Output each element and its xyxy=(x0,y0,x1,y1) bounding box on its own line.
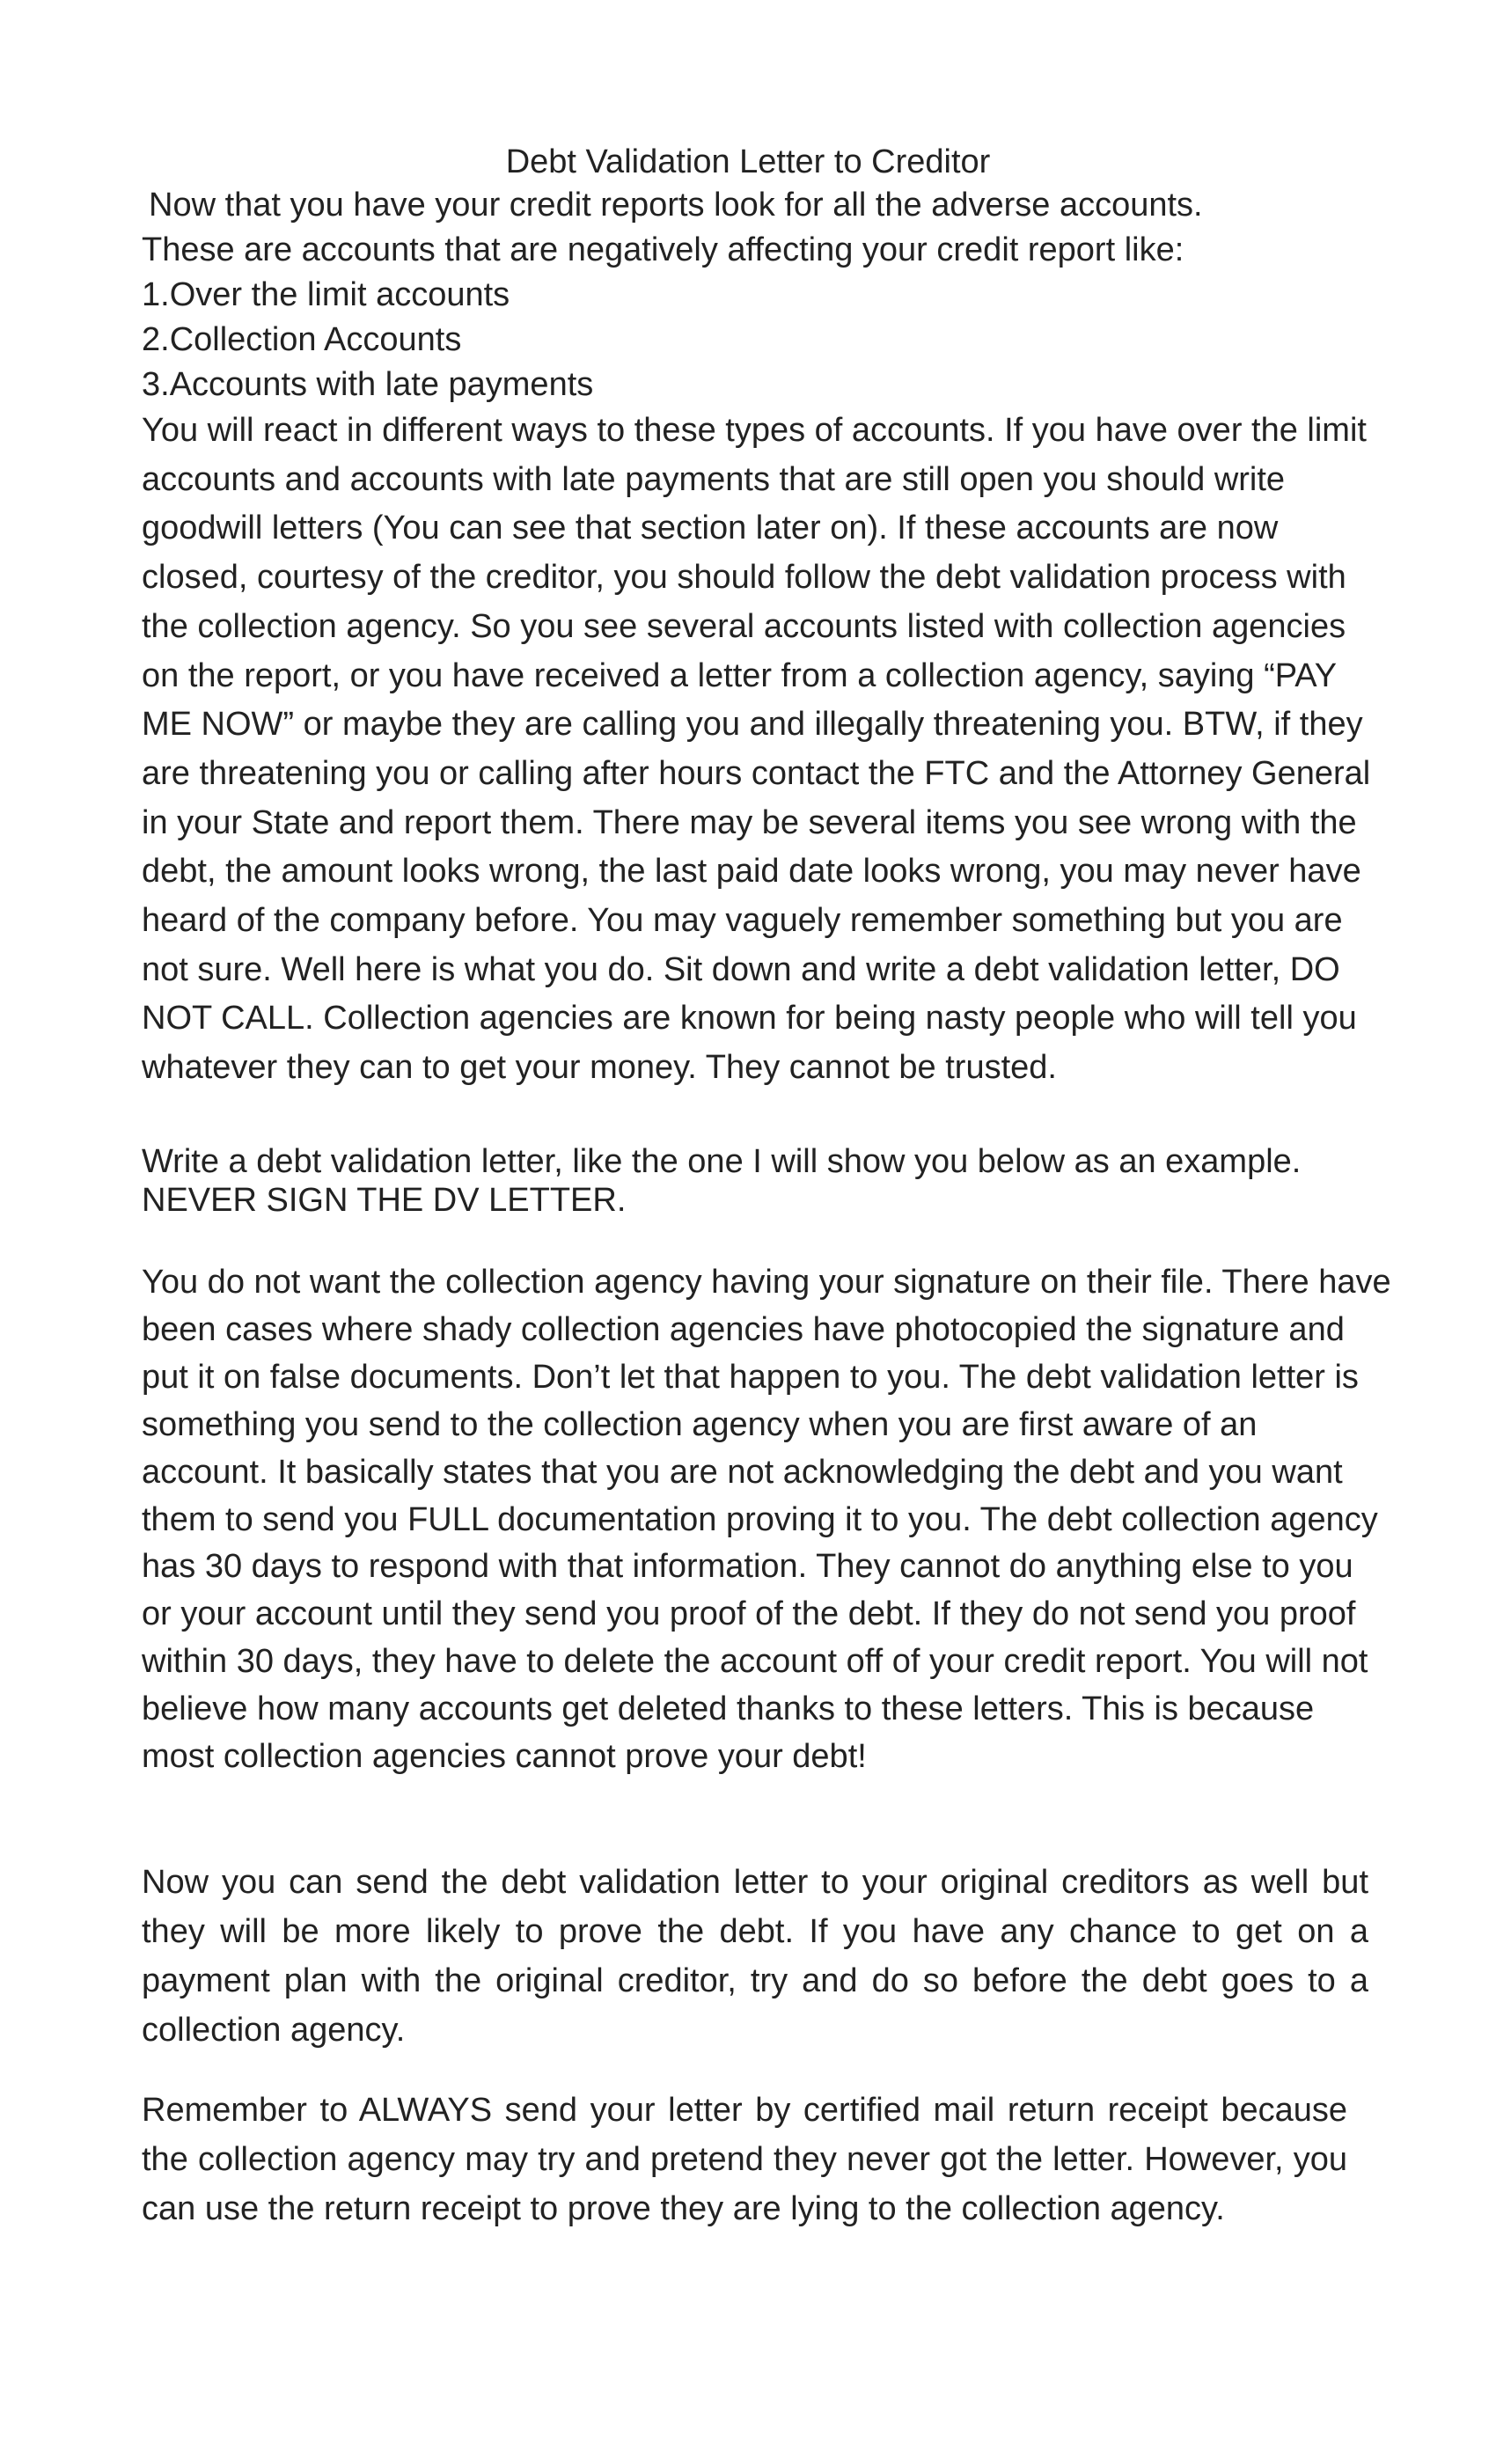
original-creditors-paragraph: Now you can send the debt validation letter to your original creditors as well but they will be more likely to prove the debt. If you have any chance to get on a payment plan with the original creditor, try and do so before the debt goes to a collection agency. xyxy=(142,1864,1368,2049)
certified-mail-paragraph: Remember to ALWAYS send your letter by certified mail return receipt because the collection agency may try and pretend they never got the letter. However, you can use the return receipt to prove they are lying to the collection agency. xyxy=(142,2092,1347,2227)
certified-mail-section xyxy=(142,2086,1347,2233)
list-item: 1.Over the limit accounts xyxy=(142,276,510,313)
never-sign-warning: NEVER SIGN THE DV LETTER. xyxy=(142,1182,627,1219)
intro-line: These are accounts that are negatively affecting your credit report like: xyxy=(142,231,1184,268)
list-item: 2.Collection Accounts xyxy=(142,321,462,358)
react-paragraph-section xyxy=(142,407,1374,1093)
page-title: Debt Validation Letter to Creditor xyxy=(505,143,991,180)
write-letter-section xyxy=(142,1142,1374,1220)
react-paragraph: You will react in different ways to these types of accounts. If you have over the limit accounts and accounts with late payments that are still open you should write goodwill letters (You can see that section later on). If these accounts are now closed, courtesy of the creditor, you should follow the debt validation process with the collection agency. So you see several accounts listed with collection agencies on the report, or you have received a letter from a collection agency, saying “PAY ME NOW” or maybe they are calling you and illegally threatening you. BTW, if they are threatening you or calling after hours contact the FTC and the Attorney General in your State and report them. There may be several items you see wrong with the debt, the amount looks wrong, the last paid date looks wrong, you may never have heard of the company before. You may vaguely remember something but you are not sure. Well here is what you do. Sit down and write a debt validation letter, DO NOT CALL. Collection agencies are known for being nasty people who will tell you whatever they can to get your money. They cannot be trusted. xyxy=(142,412,1371,1087)
intro-line: Now that you have your credit reports look for all the adverse accounts. xyxy=(149,187,1203,224)
intro-section xyxy=(142,183,1374,407)
signature-paragraph: You do not want the collection agency having your signature on their file. There have been cases where shady collection agencies have photocopied the signature and put it on false documents. Don’t let that happen to you. The debt validation letter is something you send to the collection agency when you are first aware of an account. It basically states that you are not acknowledging the debt and you want them to send you FULL documentation proving it to you. The debt collection agency has 30 days to respond with that information. They cannot do anything else to you or your account until they send you proof of the debt. If they do not send you proof within 30 days, they have to delete the account off of your credit report. You will not believe how many accounts get deleted thanks to these letters. This is because most collection agencies cannot prove your debt! xyxy=(142,1264,1391,1776)
signature-paragraph-section xyxy=(142,1259,1391,1781)
original-creditors-section xyxy=(142,1858,1368,2055)
list-item: 3.Accounts with late payments xyxy=(142,366,594,403)
write-letter-line: Write a debt validation letter, like the one I will show you below as an example. xyxy=(142,1143,1302,1180)
